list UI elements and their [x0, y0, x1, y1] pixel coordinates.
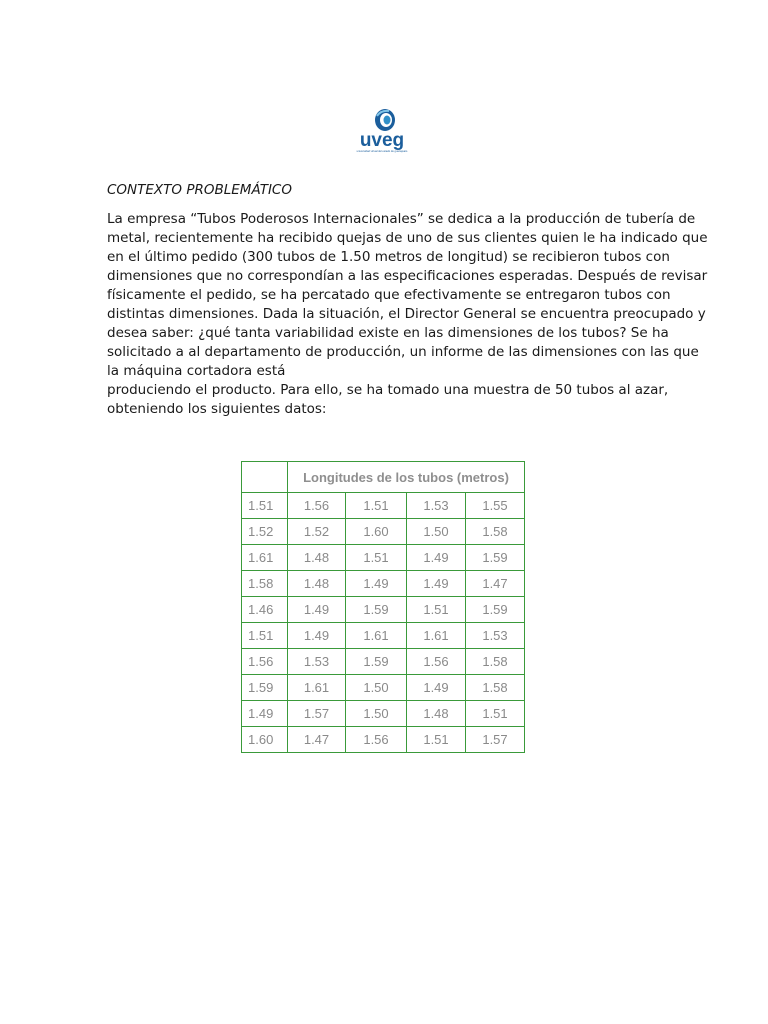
table-cell: 1.59 — [346, 597, 407, 623]
table-header-title: Longitudes de los tubos (metros) — [288, 462, 525, 493]
table-cell: 1.52 — [288, 519, 346, 545]
table-cell: 1.58 — [242, 571, 288, 597]
table-cell: 1.51 — [242, 623, 288, 649]
table-cell: 1.61 — [288, 675, 346, 701]
table-cell: 1.52 — [242, 519, 288, 545]
table-cell: 1.61 — [346, 623, 407, 649]
table-cell: 1.49 — [346, 571, 407, 597]
table-cell: 1.51 — [407, 727, 466, 753]
table-cell: 1.50 — [346, 675, 407, 701]
table-header-empty-cell — [242, 462, 288, 493]
table-cell: 1.59 — [242, 675, 288, 701]
paragraph-line: La empresa “Tubos Poderosos Internacionales” se dedica a la producción de tubería de — [107, 211, 696, 227]
table-body — [242, 493, 525, 753]
table-cell: 1.49 — [242, 701, 288, 727]
table-row — [242, 649, 525, 675]
table-row — [242, 597, 525, 623]
table-header-row — [242, 462, 525, 493]
uveg-logo — [355, 106, 409, 158]
table-cell: 1.58 — [466, 675, 525, 701]
table-row — [242, 493, 525, 519]
table-row — [242, 571, 525, 597]
table-row — [242, 545, 525, 571]
table-row — [242, 623, 525, 649]
table-cell: 1.51 — [346, 545, 407, 571]
table-row — [242, 701, 525, 727]
section-heading: CONTEXTO PROBLEMÁTICO — [107, 182, 292, 198]
table-cell: 1.55 — [466, 493, 525, 519]
table-row — [242, 727, 525, 753]
logo-tagline: universidad virtual del estado de guanajuato — [356, 150, 408, 153]
table-cell: 1.51 — [407, 597, 466, 623]
paragraph-line: dimensiones que no correspondían a las especificaciones esperadas. Después de revisar — [107, 268, 708, 284]
table-cell: 1.60 — [346, 519, 407, 545]
paragraph-line: distintas dimensiones. Dada la situación, el Director General se encuentra preocupado y — [107, 306, 706, 322]
table-cell: 1.48 — [288, 571, 346, 597]
table-cell: 1.60 — [242, 727, 288, 753]
table-cell: 1.56 — [407, 649, 466, 675]
table-cell: 1.58 — [466, 649, 525, 675]
table-cell: 1.56 — [242, 649, 288, 675]
paragraph-line: físicamente el pedido, se ha percatado que efectivamente se entregaron tubos con — [107, 287, 671, 303]
table-cell: 1.49 — [407, 545, 466, 571]
table-cell: 1.58 — [466, 519, 525, 545]
table-cell: 1.49 — [407, 675, 466, 701]
table-cell: 1.61 — [407, 623, 466, 649]
paragraph-line: metal, recientemente ha recibido quejas de uno de sus clientes quien le ha indicado que — [107, 230, 708, 246]
table-cell: 1.61 — [242, 545, 288, 571]
uveg-logo-icon — [355, 106, 409, 158]
paragraph-line: la máquina cortadora está — [107, 363, 286, 379]
paragraph-line: desea saber: ¿qué tanta variabilidad existe en las dimensiones de los tubos? Se ha — [107, 325, 669, 341]
table-cell: 1.57 — [288, 701, 346, 727]
paragraph-line: en el último pedido (300 tubos de 1.50 metros de longitud) se recibieron tubos con — [107, 249, 670, 265]
table-cell: 1.51 — [346, 493, 407, 519]
table-cell: 1.53 — [288, 649, 346, 675]
table-cell: 1.51 — [242, 493, 288, 519]
table-cell: 1.46 — [242, 597, 288, 623]
table-row — [242, 519, 525, 545]
table-cell: 1.51 — [466, 701, 525, 727]
table-cell: 1.49 — [288, 623, 346, 649]
problem-paragraph — [107, 210, 708, 419]
table-cell: 1.59 — [346, 649, 407, 675]
table-cell: 1.57 — [466, 727, 525, 753]
table-row — [242, 675, 525, 701]
table-cell: 1.48 — [407, 701, 466, 727]
table-cell: 1.59 — [466, 545, 525, 571]
table-cell: 1.47 — [466, 571, 525, 597]
table-cell: 1.49 — [407, 571, 466, 597]
table-cell: 1.56 — [346, 727, 407, 753]
table-cell: 1.49 — [288, 597, 346, 623]
paragraph-line: produciendo el producto. Para ello, se ha tomado una muestra de 50 tubos al azar, — [107, 382, 669, 398]
table-cell: 1.53 — [466, 623, 525, 649]
table-cell: 1.48 — [288, 545, 346, 571]
table-cell: 1.47 — [288, 727, 346, 753]
table-cell: 1.53 — [407, 493, 466, 519]
logo-wordmark: uveg — [359, 130, 405, 151]
paragraph-line: obteniendo los siguientes datos: — [107, 401, 327, 417]
tube-lengths-table — [241, 461, 525, 753]
table-cell: 1.50 — [346, 701, 407, 727]
paragraph-line: solicitado a al departamento de producción, un informe de las dimensiones con las que — [107, 344, 699, 360]
table-cell: 1.56 — [288, 493, 346, 519]
table-cell: 1.50 — [407, 519, 466, 545]
table-cell: 1.59 — [466, 597, 525, 623]
